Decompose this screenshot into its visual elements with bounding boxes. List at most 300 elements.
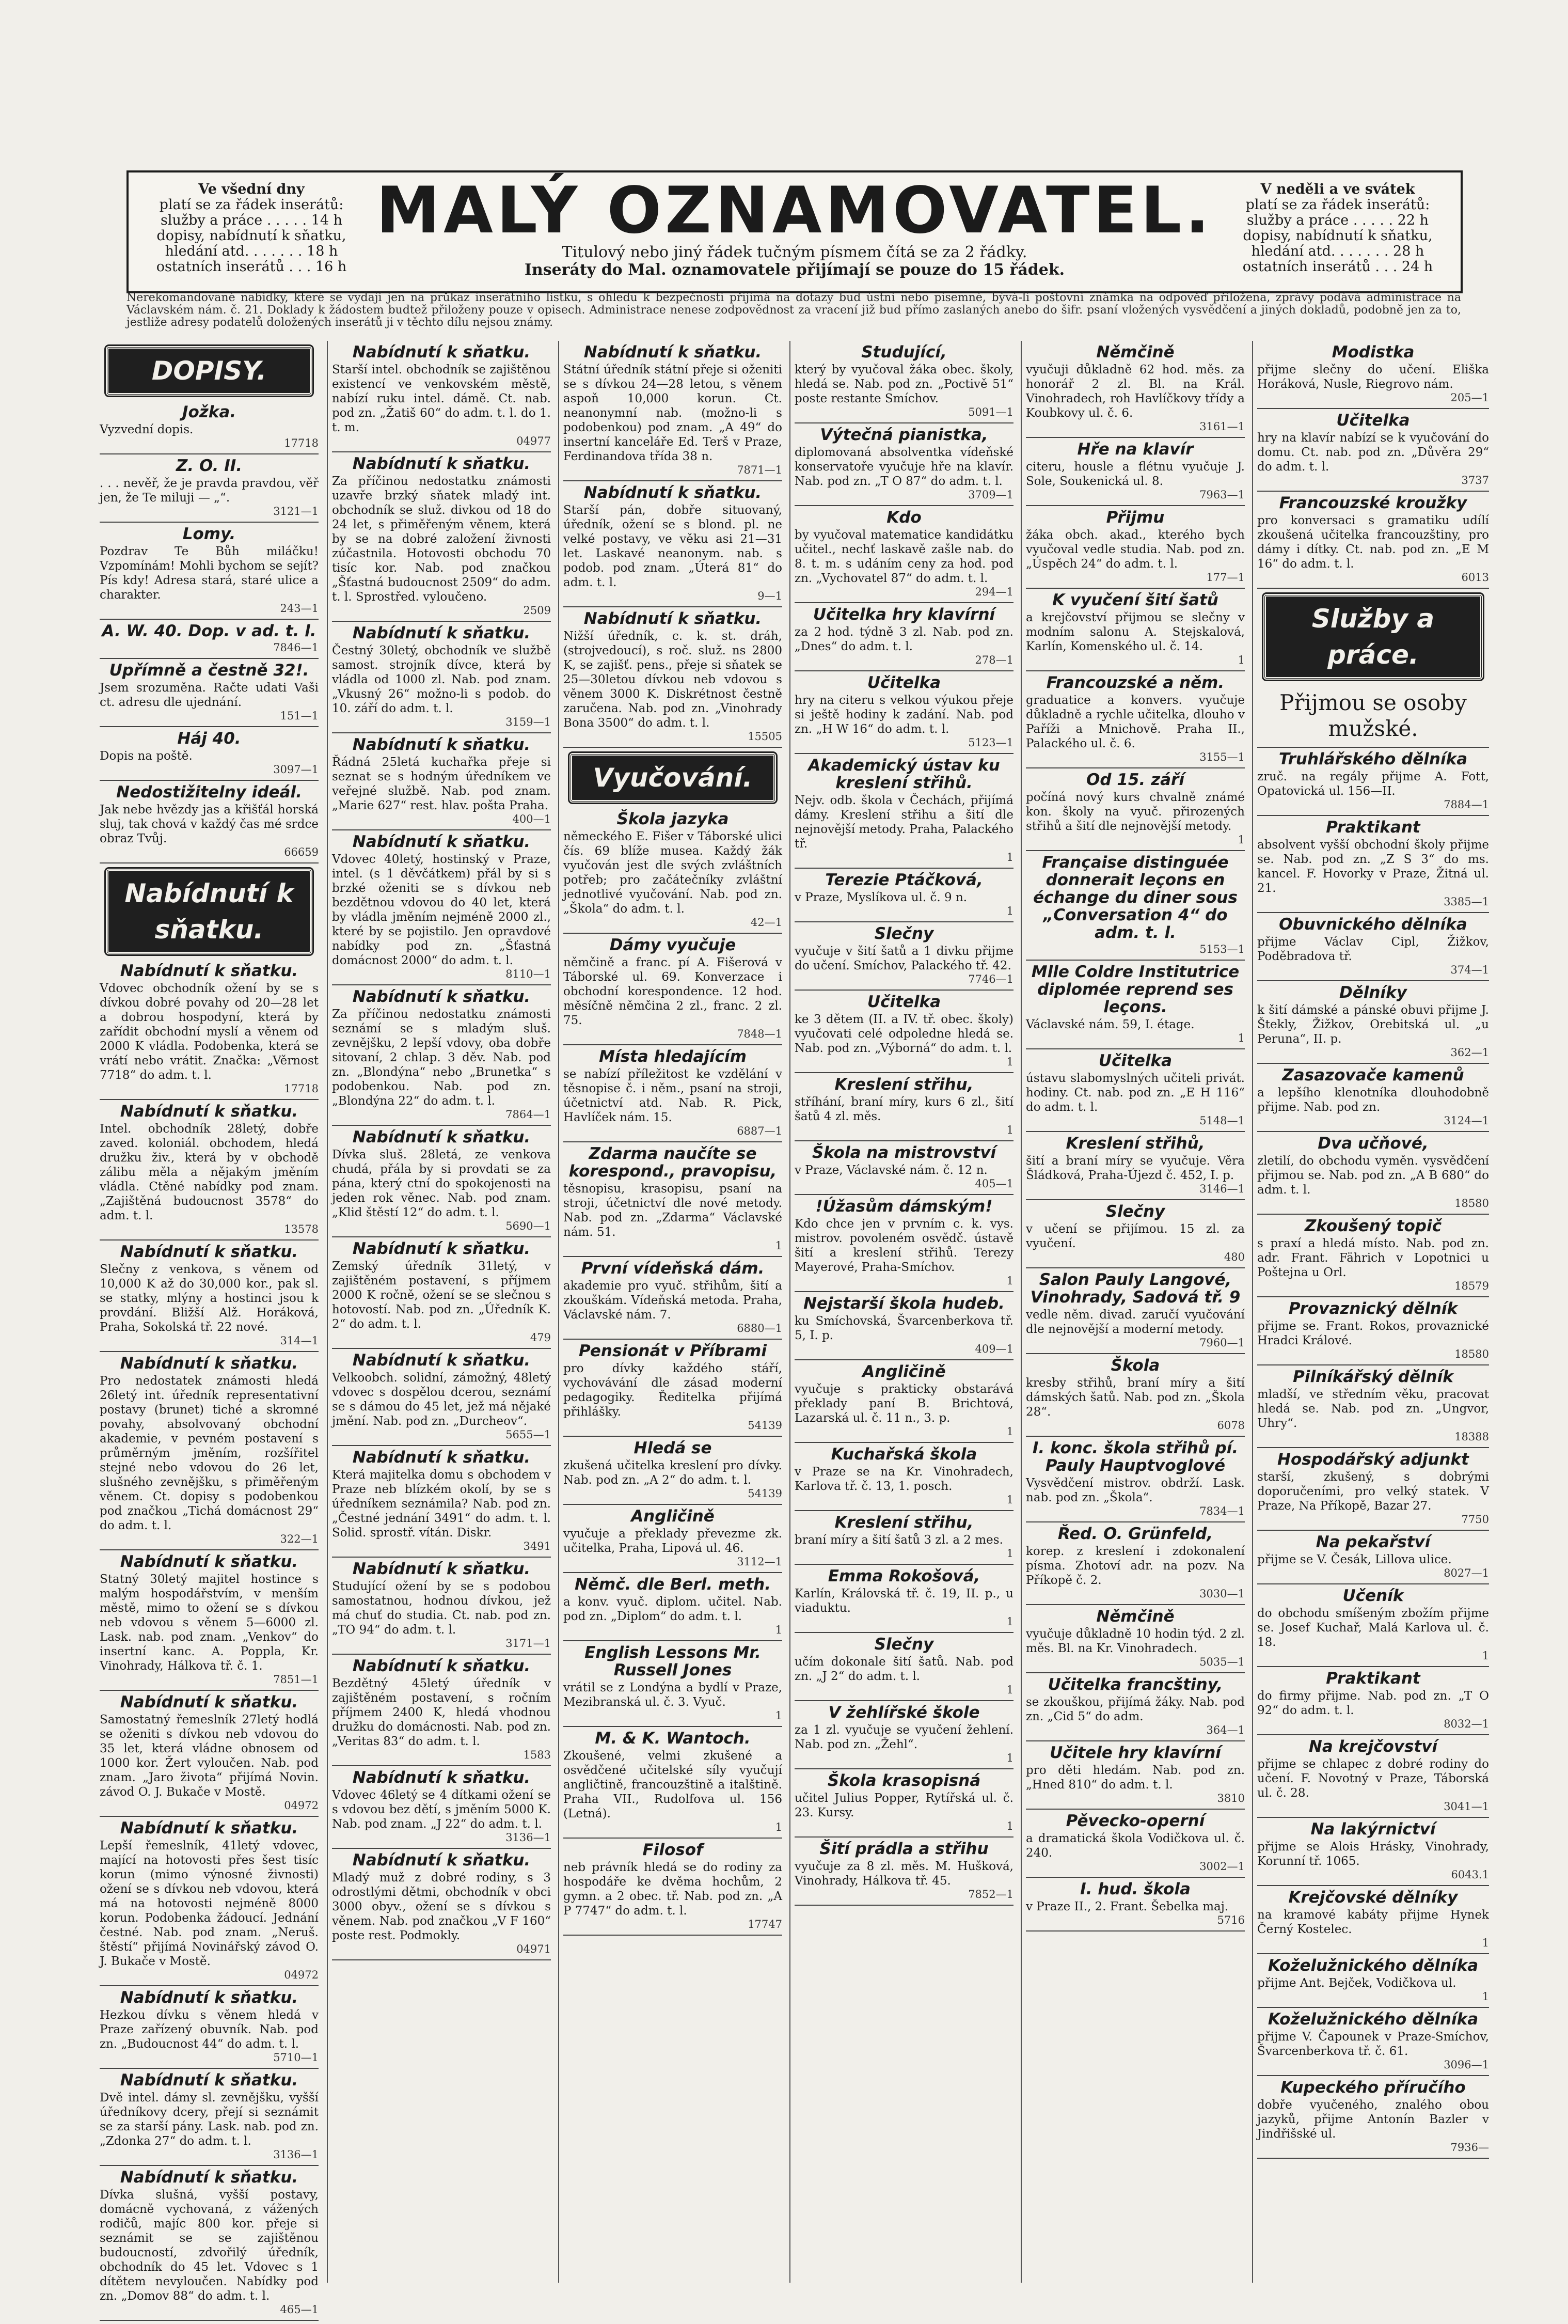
classified-ad <box>1026 1810 1245 1878</box>
ad-number: 1 <box>775 1624 782 1636</box>
ad-text: starší, zkušený, s dobrými doporučeními, pro velký statek. V Praze, Na Příkopě, Bazar 27. <box>1257 1470 1489 1513</box>
ad-number: 1 <box>1006 851 1013 863</box>
ad-title: Nabídnutí k sňatku. <box>352 1657 531 1675</box>
ad-text: Dvě intel. dámy sl. zevnějšku, vyšší úředníkovy dcery, přejí si seznámit se za starší pány. Lask. nab. pod zn. „Zdonka 27“ do adm. t. l. <box>100 2091 319 2148</box>
ad-number: 400—1 <box>512 813 551 825</box>
ad-title: Škola <box>1111 1356 1160 1375</box>
classified-ad <box>1026 1673 1245 1741</box>
classified-ad <box>795 506 1013 603</box>
classified-ad <box>100 2166 319 2321</box>
ad-text: se zkouškou, přijímá žáky. Nab. pod zn. „Cid 5“ do adm. <box>1026 1695 1245 1723</box>
ad-number: 1 <box>1006 1752 1013 1764</box>
ad-number: 5710—1 <box>273 2051 319 2064</box>
classified-ad <box>563 607 782 748</box>
ad-text: učitel Julius Popper, Rytířská ul. č. 23. Kursy. <box>795 1792 1013 1819</box>
classified-ad <box>1026 1268 1245 1354</box>
ad-title: K vyučení šití šatů <box>1052 591 1218 609</box>
ad-text: Vysvědčení mistrov. obdrží. Lask. nab. pod zn. „Škola“. <box>1026 1477 1245 1504</box>
ad-number: 66659 <box>284 846 319 858</box>
ad-number: 17718 <box>284 1082 319 1095</box>
ad-number: 1 <box>1482 1990 1489 2003</box>
classified-ad <box>332 1237 551 1349</box>
ad-number: 6078 <box>1217 1419 1245 1432</box>
classified-ad <box>332 1655 551 1766</box>
classified-ad <box>100 401 319 454</box>
ad-title: Modistka <box>1332 343 1415 362</box>
ad-text: Pozdrav Te Bůh miláčku! Vzpomínám! Mohli bychom se sejít? Pís kdy! Adresa stará, staré ulice a charakter. <box>100 545 319 602</box>
ad-title: English Lessons Mr. Russell Jones <box>584 1643 761 1679</box>
ad-text: braní míry a šití šatů 3 zl. a 2 mes. <box>795 1533 1003 1547</box>
ad-title: Obuvnického dělníka <box>1279 915 1467 934</box>
ad-title: Němčině <box>1096 1607 1175 1626</box>
ad-number: 3155—1 <box>1199 751 1245 763</box>
ad-title: Nabídnutí k sňatku. <box>120 2168 298 2187</box>
classified-ad <box>1257 1954 1489 2008</box>
ad-number: 54139 <box>748 1419 782 1432</box>
ad-number: 5690—1 <box>505 1220 551 1232</box>
classified-ad <box>100 1691 319 1817</box>
ad-number: 3810 <box>1217 1792 1245 1804</box>
ad-number: 04977 <box>516 435 551 447</box>
masthead-subtitle-2: Inseráty do Mal. oznamovatele přijímají se pouze do 15 řádek. <box>524 261 1065 279</box>
ad-text: Samostatný řemeslník 27letý hodlá se oženiti s dívkou neb vdovou do 35 let, která vládne obnosem od 1000 kor. Žert vyloučen. Nab. pod znam. „Jaro života“ přijímá Novin. závod O. J. Bukače v Mostě. <box>100 1713 319 1799</box>
ad-title: Nabídnutí k sňatku. <box>120 1243 298 1261</box>
ad-title: Angličině <box>631 1507 715 1526</box>
ad-number: 7846—1 <box>273 641 319 654</box>
classified-ad <box>795 1073 1013 1141</box>
ad-title: Emma Rokošová, <box>828 1567 980 1585</box>
ad-text: v Praze se na Kr. Vinohradech, Karlova tř. č. 13, 1. posch. <box>795 1465 1013 1493</box>
ad-title: Nabídnutí k sňatku. <box>120 1819 298 1838</box>
ad-number: 405—1 <box>975 1177 1013 1190</box>
ad-number: 243—1 <box>280 602 319 615</box>
classified-ad <box>795 869 1013 922</box>
classified-ad <box>795 671 1013 754</box>
ad-text: v Praze, Myslíkova ul. č. 9 n. <box>795 891 968 904</box>
ad-title: Nejstarší škola hudeb. <box>803 1294 1005 1313</box>
ad-text: Státní úředník státní přeje si oženiti se s dívkou 24—28 letou, s věnem aspoň 10,000 korun. Ct. neanonymní nab. (možno-li s podobenkou) pod znam. „A 49“ do insertní kanceláře Ed. Terš v Praze, Ferdinandova třída 38 n. <box>563 363 782 463</box>
ad-title: Nabídnutí k sňatku. <box>120 1354 298 1373</box>
ad-text: absolvent vyšší obchodní školy přijme se. Nab. pod zn. „Z S 3“ do ms. kancel. F. Hovorky v Praze, Žitná ul. 21. <box>1257 838 1489 895</box>
ad-title: Akademický ústav ku kreslení střihů. <box>808 756 1000 792</box>
ad-title: První vídeňská dám. <box>581 1259 765 1278</box>
ad-number: 7834—1 <box>1199 1505 1245 1517</box>
ad-number: 1 <box>1006 1056 1013 1068</box>
ad-text: Velkoobch. solidní, zámožný, 48letý vdovec s dospělou dcerou, seznámí se s dámou do 45 let, jež má nějaké jmění. Nab. pod zn. „Durcheov“. <box>332 1371 551 1428</box>
ad-number: 04972 <box>284 1969 319 1981</box>
classified-ad <box>795 341 1013 423</box>
ad-title: Nabídnutí k sňatku. <box>583 483 762 502</box>
holiday-line: hledání atd. . . . . . . 28 h <box>1251 243 1424 259</box>
column-2 <box>327 341 555 2283</box>
classified-ad <box>1026 1354 1245 1437</box>
ad-title: Výtečná pianistka, <box>820 426 988 444</box>
classified-ad <box>1026 768 1245 851</box>
ad-number: 3161—1 <box>1199 420 1245 433</box>
classified-ad <box>1257 1818 1489 1886</box>
ad-title: Nabídnutí k sňatku. <box>352 1560 531 1578</box>
ad-title: Dva učňové, <box>1318 1134 1429 1153</box>
ad-number: 54139 <box>748 1487 782 1500</box>
ad-columns <box>96 341 1492 2316</box>
ad-text: a lepšího klenotníka dlouhodobně přijme. Nab. pod zn. <box>1257 1086 1489 1114</box>
ad-text: přijme Ant. Bejček, Vodičkova ul. <box>1257 1976 1456 1990</box>
classified-ad <box>100 1986 319 2069</box>
classified-ad <box>332 452 551 622</box>
ad-number: 18579 <box>1454 1280 1489 1292</box>
classified-ad <box>795 1511 1013 1565</box>
ad-text: vyučuji důkladně 62 hod. měs. za honorář 2 zl. Bl. na Král. Vinohradech, roh Havlíčkovy třídy a Koubkovy ul. č. 6. <box>1026 363 1245 420</box>
classified-ad <box>563 1839 782 1936</box>
ad-text: hry na klavír nabízí se k vyučování do domu. Ct. nab. pod zn. „Důvěra 29“ do adm. t. l. <box>1257 431 1489 474</box>
classified-ad <box>1026 1605 1245 1673</box>
ad-title: Nabídnutí k sňatku. <box>120 1693 298 1711</box>
ad-number: 3136—1 <box>273 2148 319 2161</box>
ad-text: a krejčovství přijmou se slečny v modním salonu A. Stejskalová, Karlín, Komenského ul. č. 14. <box>1026 611 1245 653</box>
classified-ad <box>795 1195 1013 1292</box>
ad-text: kresby střihů, braní míry a šití dámských šatů. Nab. pod zn. „Škola 28“. <box>1026 1376 1245 1419</box>
ad-number: 3112—1 <box>737 1556 782 1568</box>
ad-text: za 1 zl. vyučuje se vyučení žehlení. Nab. pod zn. „Žehl“. <box>795 1723 1013 1751</box>
ad-number: 1 <box>1006 1124 1013 1136</box>
classified-ad <box>1026 1741 1245 1810</box>
ad-number: 322—1 <box>280 1533 319 1545</box>
ad-text: Statný 30letý majitel hostince s malým hospodářstvím, v menším městě, mimo to ožení se s dívkou neb vdovou s věnem 5—6000 zl. Lask. nab. pod znam. „Venkov“ do insertní kanc. A. Poppla, Kr. Vinohrady, Hálkova tř. č. 1. <box>100 1573 319 1673</box>
masthead-box <box>126 170 1463 293</box>
masthead <box>371 174 1218 279</box>
ad-number: 3737 <box>1461 474 1489 486</box>
classified-ad <box>100 659 319 727</box>
ad-text: Dopis na poště. <box>100 749 193 763</box>
ad-text: přijme se Alois Hrásky, Vinohrady, Korunní tř. 1065. <box>1257 1840 1489 1868</box>
ad-number: 364—1 <box>1206 1724 1245 1736</box>
ad-text: zruč. na regály přijme A. Fott, Opatovická ul. 156—II. <box>1257 770 1489 798</box>
ad-text: Nejv. odb. škola v Čechách, přijímá dámy. Kreslení střihu a šití dle nejnovější metody. Praha, Palackého tř. <box>795 794 1013 851</box>
ad-number: 1 <box>1006 1425 1013 1438</box>
ad-title: Učitelka <box>1336 411 1410 430</box>
ad-text: přijme V. Čapounek v Praze-Smíchov, Švarcenberkova tř. č. 61. <box>1257 2030 1489 2058</box>
ad-text: Slečny z venkova, s věnem od 10,000 K až do 30,000 kor., pak sl. se statky, mlýny a hostinci jsou k provdání. Bližší Alž. Horáková, Praha, Sokolská tř. 22 nové. <box>100 1263 319 1334</box>
ad-text: vyučuje a překlady převezme zk. učitelka, Praha, Lipová ul. 46. <box>563 1527 782 1555</box>
classified-ad <box>332 1349 551 1446</box>
ad-text: do obchodu smíšeným zbožím přijme se. Josef Kuchař, Malá Karlova ul. č. 18. <box>1257 1607 1489 1649</box>
ad-title: Nabídnutí k sňatku. <box>583 609 762 628</box>
ad-text: přijme se chlapec z dobré rodiny do učení. F. Novotný v Praze, Táborská ul. č. 28. <box>1257 1757 1489 1800</box>
ad-title: V žehlířské škole <box>828 1703 980 1722</box>
ad-title: Koželužnického dělníka <box>1268 2010 1479 2029</box>
ad-number: 1 <box>1006 905 1013 917</box>
ad-title: Koželužnického dělníka <box>1268 1956 1479 1975</box>
classified-ad <box>332 622 551 733</box>
section-banner: Vyučování. <box>569 753 776 803</box>
ad-title: Provaznický dělník <box>1288 1299 1458 1318</box>
ad-title: Řed. O. Grünfeld, <box>1057 1525 1213 1543</box>
ad-number: 3709—1 <box>968 489 1013 501</box>
classified-ad <box>100 1817 319 1986</box>
ad-title: Kuchařská škola <box>831 1445 977 1464</box>
ad-number: 18580 <box>1454 1197 1489 1210</box>
classified-ad <box>100 727 319 781</box>
classified-ad <box>1257 1531 1489 1584</box>
ad-title: Slečny <box>874 924 934 943</box>
ad-title: Truhlářského dělníka <box>1278 750 1468 768</box>
ad-title: Dělníky <box>1339 983 1407 1002</box>
ad-title: Angličině <box>862 1362 946 1381</box>
classified-ad <box>563 934 782 1045</box>
ad-title: Přijmu <box>1106 508 1165 527</box>
weekday-line: služby a práce . . . . . 14 h <box>160 212 343 228</box>
classified-ad <box>795 1769 1013 1838</box>
ad-number: 1 <box>775 1239 782 1252</box>
ad-number: 5148—1 <box>1199 1114 1245 1127</box>
ad-title: Hospodářský adjunkt <box>1277 1450 1469 1469</box>
weekday-line: dopisy, nabídnutí k sňatku, <box>156 228 346 244</box>
ad-text: do firmy přijme. Nab. pod zn. „T O 92“ do adm. t. l. <box>1257 1689 1489 1717</box>
ad-text: k šití dámské a pánské obuvi přijme J. Štekly, Žižkov, Orebitská ul. „u Peruna“, II. p. <box>1257 1003 1489 1046</box>
ad-text: na kramové kabáty přijme Hynek Černý Kostelec. <box>1257 1908 1489 1936</box>
ad-number: 1 <box>1238 654 1245 666</box>
ad-text: Jsem srozuměna. Račte udati Vaši ct. adresu dle ujednání. <box>100 681 319 709</box>
ad-text: žáka obch. akad., kterého bych vyučoval vedle studia. Nab. pod zn. „Úspěch 24“ do adm. t. l. <box>1026 528 1245 571</box>
classified-ad <box>1257 341 1489 409</box>
ad-text: s praxí a hledá místo. Nab. pod zn. adr. Frant. Fährich v Lopotnici u Poštejna u Orl. <box>1257 1237 1489 1279</box>
ad-number: 480 <box>1224 1251 1245 1263</box>
classified-ad <box>795 922 1013 991</box>
classified-ad <box>563 1340 782 1437</box>
classified-ad <box>100 1550 319 1691</box>
ad-number: 6880—1 <box>737 1322 782 1334</box>
section-banner: Nabídnutí k sňatku. <box>106 869 312 954</box>
ad-text: Vdovec obchodník ožení by se s dívkou dobré povahy od 20—28 let a dobrou hospodyní, která by zařídit obchodní myslí a věnem od 2000 K vládla. Podobenka, která se vrátí nebo vrátit. Značka: „Věrnost 7718“ do adm. t. l. <box>100 982 319 1082</box>
classified-ad <box>563 1437 782 1505</box>
classified-ad <box>563 341 782 481</box>
ad-number: 278—1 <box>975 654 1013 666</box>
ad-title: Nabídnutí k sňatku. <box>120 1552 298 1571</box>
ad-title: Učeník <box>1342 1587 1404 1605</box>
ad-title: Háj 40. <box>177 729 241 748</box>
ad-title: Nabídnutí k sňatku. <box>352 343 531 362</box>
ad-text: a dramatická škola Vodičkova ul. č. 240. <box>1026 1832 1245 1860</box>
ad-title: Škola na mistrovství <box>812 1143 996 1162</box>
ad-number: 15505 <box>748 730 782 743</box>
ad-number: 3385—1 <box>1444 896 1489 908</box>
column-6 <box>1252 341 1493 2283</box>
ad-title: Škola krasopisná <box>827 1771 981 1790</box>
ad-number: 3146—1 <box>1199 1183 1245 1195</box>
ad-text: Kdo chce jen v prvním c. k. vys. mistrov. povoleném osvědč. ústavě šití a kreslení střihů. Terezy Mayerové, Praha-Smíchov. <box>795 1217 1013 1274</box>
ad-number: 151—1 <box>280 710 319 722</box>
classified-ad <box>1257 2008 1489 2076</box>
ad-number: 5091—1 <box>968 406 1013 418</box>
ad-number: 3124—1 <box>1444 1114 1489 1127</box>
ad-text: Za příčinou nedostatku známosti uzavře brzký sňatek mladý int. obchodník se služ. divkou od 18 do 24 let, s přiměřeným věnem, která by se na dobré založení živnosti zúčastnila. Hotovosti obchodu 70 tisíc kor. Nab. pod značkou „Šťastná budoucnost 2509“ do adm. t. l. Sprostřed. vyloučeno. <box>332 475 551 604</box>
classified-ad <box>1026 1200 1245 1268</box>
ad-title: Kreslení střihu, <box>834 1075 974 1094</box>
ad-text: se nabízí příležitost ke vzdělání v těsnopise č. i něm., psaní na stroji, účetnictví atd. Nab. R. Pick, Havlíček nám. 15. <box>563 1067 782 1124</box>
ad-text: učím dokonale šití šatů. Nab. pod zn. „J 2“ do adm. t. l. <box>795 1655 1013 1683</box>
ad-text: přijme se. Frant. Rokos, provaznické Hradci Králové. <box>1257 1320 1489 1347</box>
classified-ad <box>1257 1448 1489 1531</box>
ad-title: Nabídnutí k sňatku. <box>352 1351 531 1370</box>
ad-title: !Úžasům dámským! <box>815 1197 993 1216</box>
classified-ad <box>1257 1886 1489 1954</box>
ad-title: Pilníkářský dělník <box>1293 1368 1453 1386</box>
ad-title: Nabídnutí k sňatku. <box>352 454 531 473</box>
ad-number: 3096—1 <box>1444 2059 1489 2071</box>
classified-ad <box>1257 1667 1489 1735</box>
ad-title: Praktikant <box>1326 1669 1420 1688</box>
classified-ad <box>1257 913 1489 981</box>
ad-number: 5123—1 <box>968 736 1013 749</box>
ad-title: Hledá se <box>633 1439 712 1457</box>
classified-ad <box>1257 1215 1489 1297</box>
ad-title: Upřímně a čestně 32!. <box>109 661 309 680</box>
ad-title: Učitelka hry klavírní <box>813 605 995 624</box>
ad-number: 1 <box>1238 834 1245 846</box>
ad-text: Lepší řemeslník, 41letý vdovec, mající na hotovosti přes šest tisíc korun (mimo výnosné živnosti) ožení se s dívkou neb vdovou, která má na hotovosti nejméně 8000 korun. Podobenka žádoucí. Jednání čestné. Nab. pod znam. „Neruš. štěstí“ přijímá Novinářský závod O. J. Bukače v Mostě. <box>100 1839 319 1968</box>
ad-text: v učení se přijímou. 15 zl. za vyučení. <box>1026 1222 1245 1250</box>
ad-title: Zasazovače kamenů <box>1282 1066 1464 1085</box>
classified-ad <box>1257 492 1489 589</box>
column-1 <box>96 341 323 2316</box>
classified-ad <box>795 1141 1013 1195</box>
ad-text: pro děti hledám. Nab. pod zn. „Hned 810“ do adm. t. l. <box>1026 1764 1245 1792</box>
column-3 <box>558 341 786 2283</box>
ad-text: hry na citeru s velkou výukou přeje si ještě hodiny k zadání. Nab. pod zn. „H W 16“ do adm. t. l. <box>795 694 1013 736</box>
ad-text: přijme se V. Česák, Lillova ulice. <box>1257 1553 1452 1566</box>
ad-text: v Praze, Václavské nám. č. 12 n. <box>795 1164 988 1177</box>
classified-ad <box>1257 748 1489 816</box>
ad-text: těsnopisu, krasopisu, psaní na stroji, účetnictví dle nové metody. Nab. pod zn. „Zdarma“ Václavské nám. 51. <box>563 1182 782 1239</box>
ad-text: vedle něm. divad. zaručí vyučování dle nejnovější a moderní metody. <box>1026 1308 1245 1336</box>
masthead-subtitle: Titulový nebo jiný řádek tučným písmem čítá se za 2 řádky. <box>562 243 1027 261</box>
classified-ad <box>795 1838 1013 1906</box>
ad-text: Která majitelka domu s obchodem v Praze neb blízkém okolí, by se s úředníkem seznámila? Nab. pod zn. „Čestné jednání 3491“ do adm. t. l. Solid. sprostř. vítán. Diskr. <box>332 1468 551 1540</box>
column-5 <box>1021 341 1249 2283</box>
ad-title: Kreslení střihu, <box>834 1513 974 1532</box>
ad-title: Praktikant <box>1326 818 1420 837</box>
classified-ad <box>100 960 319 1100</box>
classified-ad <box>1026 961 1245 1049</box>
classified-ad <box>100 1240 319 1352</box>
page-title: MALÝ OZNAMOVATEL. <box>376 174 1213 248</box>
ad-text: Intel. obchodník 28letý, dobře zaved. koloniál. obchodem, hledá družku živ., která by v obchodě zálibu měla a nějakým jměním vládla. Ctěné nabídky pod znam. „Zajištěná budoucnost 3578“ do adm. t. l. <box>100 1122 319 1222</box>
ad-number: 314—1 <box>280 1334 319 1347</box>
classified-ad <box>1257 816 1489 913</box>
holiday-heading: V neděli a ve svátek <box>1260 181 1415 197</box>
ad-text: zkušená učitelka kreslení pro dívky. Nab. pod zn. „A 2“ do adm. t. l. <box>563 1459 782 1487</box>
weekday-line: hledání atd. . . . . . . 18 h <box>165 243 338 259</box>
classified-ad <box>1257 1735 1489 1818</box>
ad-number: 7871—1 <box>737 464 782 476</box>
ad-number: 7746—1 <box>968 973 1013 985</box>
classified-ad <box>795 603 1013 671</box>
ad-text: Vdovec 46letý se 4 dítkami ožení se s vdovou bez dětí, s jměním 5000 K. Nab. pod znam. „J 22“ do adm. t. l. <box>332 1788 551 1831</box>
ad-number: 1 <box>775 1709 782 1722</box>
ad-title: Jožka. <box>182 403 236 421</box>
ad-title: Nabídnutí k sňatku. <box>583 343 762 362</box>
ad-text: graduatice a konvers. vyučuje důkladně a rychle učitelka, dlouho v Paříži a Mnichově. Praha II., Palackého ul. č. 6. <box>1026 694 1245 750</box>
ad-title: Filosof <box>642 1841 703 1859</box>
classified-ad <box>795 1360 1013 1443</box>
ad-text: neb právník hledá se do rodiny za hospodáře ke dvěma hochům, 2 gymn. a 2 obec. tř. Nab. pod zn. „A P 7747“ do adm. t. l. <box>563 1861 782 1918</box>
classified-ad <box>100 2069 319 2166</box>
ad-title: Slečny <box>874 1635 934 1654</box>
section-banner: Služby a práce. <box>1263 594 1483 680</box>
ad-text: vyučuje v šití šatů a 1 divku přijme do učení. Smíchov, Palackého tř. 42. <box>795 945 1013 972</box>
classified-ad <box>332 733 551 830</box>
classified-ad <box>1257 1584 1489 1667</box>
ad-title: Lomy. <box>182 525 236 543</box>
ad-text: Vdovec 40letý, hostinský v Praze, intel. (s 1 děvčátkem) přál by si s brzké oženiti se s dívkou neb bezdětnou vdovou do 40 let, která by vládla jměním nejméně 2000 zl., které by se pojistilo. Jen opravdové nabídky pod zn. „Šťastná domácnost 2000“ do adm. t. l. <box>332 853 551 967</box>
classified-ad <box>1026 589 1245 671</box>
ad-title: I. hud. škola <box>1080 1880 1191 1898</box>
ad-number: 3171—1 <box>505 1637 551 1650</box>
weekday-line: platí se za řádek inserátů: <box>159 197 344 213</box>
ad-number: 5716 <box>1217 1914 1245 1926</box>
ad-text: Jak nebe hvězdy jas a křišťál horská sluj, tak chová v každý čas mé srdce obraz Tvůj. <box>100 803 319 845</box>
ad-number: 1 <box>1006 1547 1013 1560</box>
holiday-rates <box>1224 182 1451 275</box>
classified-ad <box>563 1727 782 1839</box>
ad-number: 177—1 <box>1206 571 1245 584</box>
ad-text: šití a braní míry se vyučuje. Věra Šládková, Praha-Újezd č. 452, I. p. <box>1026 1154 1245 1182</box>
ad-title: Francouzské a něm. <box>1046 673 1225 692</box>
section-heading: Přijmou se osoby mužské. <box>1257 685 1489 748</box>
ad-text: Bezdětný 45letý úředník v zajištěném postavení, s ročním příjmem 2400 K, hledá vhodnou družku do domácnosti. Nab. pod zn. „Veritas 83“ do adm. t. l. <box>332 1677 551 1748</box>
ad-text: Mladý muž z dobré rodiny, s 3 odrostlými dětmi, obchodník v obci 3000 obyv., ožení se s dívkou s věnem. Nab. pod značkou „V F 160“ poste rest. Podmokly. <box>332 1871 551 1942</box>
ad-number: 5035—1 <box>1199 1656 1245 1668</box>
ad-text: německého E. Fišer v Táborské ulici čís. 69 blíže musea. Každý žák vyučován jest dle svých zvláštních potřeb; pro začátečníky zvláštní jednotlivé vyučování. Nab. pod zn. „Škola“ do adm. t. l. <box>563 830 782 916</box>
ad-title: M. & K. Wantoch. <box>595 1729 751 1748</box>
ad-number: 3159—1 <box>505 716 551 728</box>
ad-number: 3136—1 <box>505 1831 551 1844</box>
ad-text: by vyučoval matematice kandidátku učitel., nechť laskavě zašle nab. do 8. t. m. s udáním ceny za hod. pod zn. „Vychovatel 87“ do adm. t. l. <box>795 528 1013 585</box>
ad-text: zletilí, do obchodu vyměn. vysvědčení přijmou se. Nab. pod zn. „A B 680“ do adm. t. l. <box>1257 1154 1489 1197</box>
classified-ad <box>563 1142 782 1257</box>
ad-text: Dívka slušná, vyšší postavy, domácně vychovaná, z vážených rodičů, majíc 800 kor. přeje si seznámit se se zajištěnou budoucností, zdvořilý úředník, obchodník do 45 let. Vdovec s 1 dítětem nevyloučen. Nabídky pod zn. „Domov 88“ do adm. t. l. <box>100 2188 319 2303</box>
classified-ad <box>563 1641 782 1727</box>
holiday-line: dopisy, nabídnutí k sňatku, <box>1243 228 1433 244</box>
ad-text: . . . nevěř, že je pravda pravdou, věř jen, že Te miluji — „“. <box>100 477 319 505</box>
ad-number: 7852—1 <box>968 1888 1013 1901</box>
ad-text: přijme Václav Cipl, Žižkov, Poděbradova tř. <box>1257 935 1489 963</box>
ad-text: mladší, ve středním věku, pracovat hledá se. Nab. pod zn. „Ungvor, Uhry“. <box>1257 1388 1489 1430</box>
ad-text: ke 3 dětem (II. a IV. tř. obec. školy) vyučovati celé odpoledne hledá se. Nab. pod zn. „Výborná“ do adm. t. l. <box>795 1013 1013 1055</box>
ad-text: korep. z kreslení i zdokonalení písma. Zhotoví adr. na pozv. Na Příkopě č. 2. <box>1026 1545 1245 1587</box>
ad-number: 1 <box>1482 1650 1489 1662</box>
ad-number: 3491 <box>523 1540 551 1552</box>
ad-title: Française distinguée donnerait leçons en échange du diner sous „Conversation 4“ do adm. t. l. <box>1033 853 1238 942</box>
ad-text: vrátil se z Londýna a bydlí v Praze, Mezibranská ul. č. 3. Vyuč. <box>563 1681 782 1709</box>
classified-ad <box>795 1565 1013 1633</box>
ad-title: Učitelka <box>1098 1051 1173 1070</box>
classified-ad <box>332 985 551 1126</box>
ad-text: ku Smíchovská, Švarcenberkova tř. 5, I. p. <box>795 1314 1013 1342</box>
ad-number: 6043.1 <box>1451 1868 1489 1881</box>
ad-title: Učitelka <box>867 993 941 1011</box>
ad-title: Od 15. září <box>1086 771 1184 789</box>
ad-title: Kupeckého příručího <box>1280 2078 1466 2097</box>
ad-title: Učitelka <box>867 673 941 692</box>
ad-title: Učitele hry klavírní <box>1050 1744 1221 1762</box>
ad-number: 04972 <box>284 1799 319 1812</box>
ad-text: Dívka sluš. 28letá, ze venkova chudá, přála by si provdati se za pána, který ctní do spokojenosti na jeden rok věnec. Nab. pod znam. „Klid štěstí 12“ do adm. t. l. <box>332 1148 551 1219</box>
classified-ad <box>1026 438 1245 506</box>
ad-number: 1 <box>1006 1615 1013 1628</box>
ad-number: 6887—1 <box>737 1125 782 1137</box>
ad-title: Zdarma naučíte se korespond., pravopisu, <box>568 1144 777 1181</box>
